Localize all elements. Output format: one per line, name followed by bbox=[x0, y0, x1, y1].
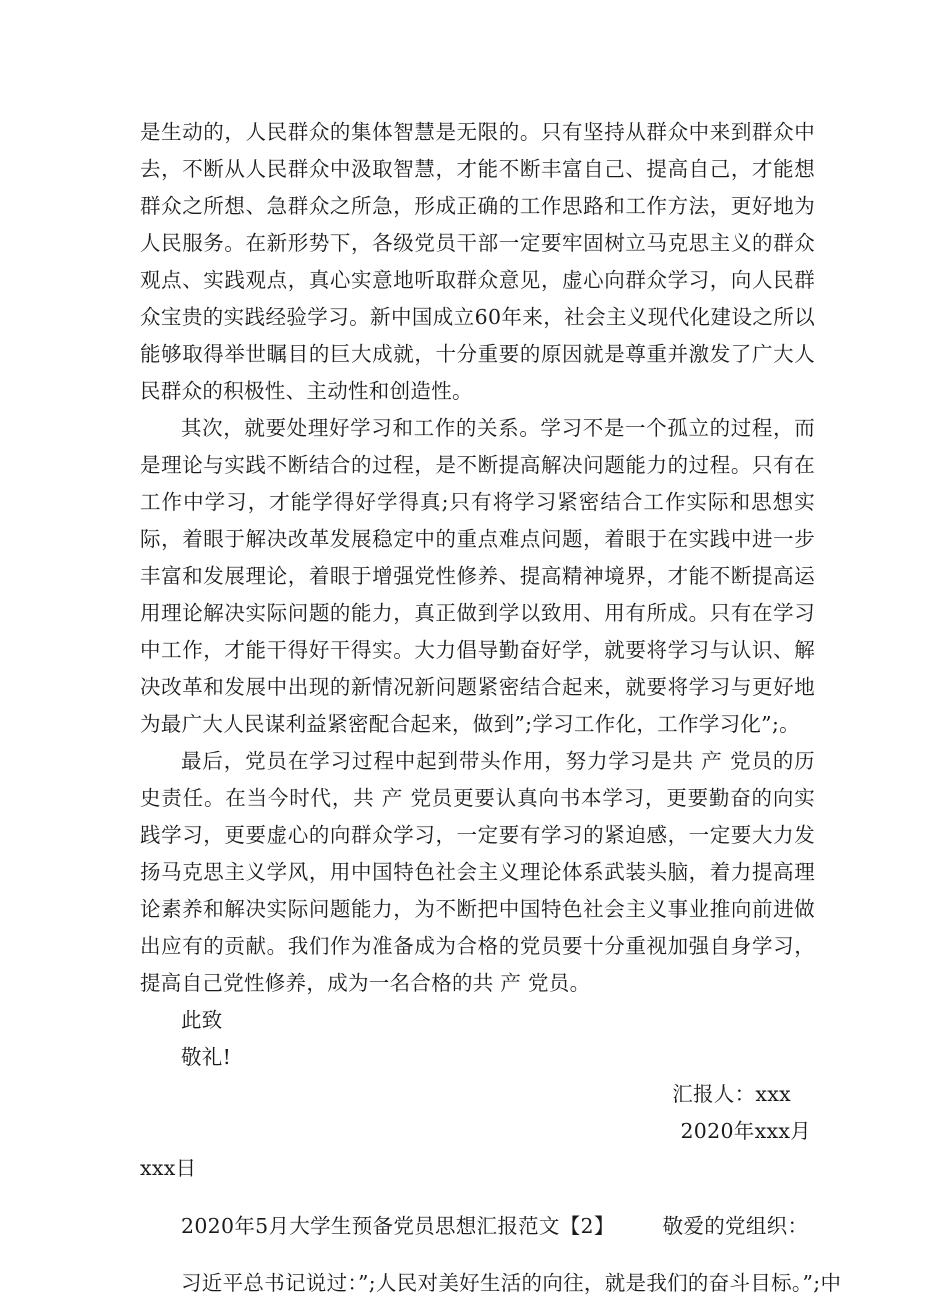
date-line-continued: xxx日 bbox=[140, 1156, 197, 1180]
next-section-title: 2020年5月大学生预备党员思想汇报范文【2】 bbox=[181, 1213, 615, 1238]
paragraph-2: 其次，就要处理好学习和工作的关系。学习不是一个孤立的过程，而是理论与实践不断结合的过程，是不断提高解决问题能力的过程。只有在工作中学习，才能学得好学得真;只有将学习紧密结合工作实际和思想实际，着眼于解决改革发展稳定中的重点难点问题，着眼于在实践中进一步丰富和发展理论，着眼于增强党性修养、提高精神境界，才能不断提高运用理论解决实际问题的能力，真正做到学以致用、用有所成。只有在学习中工作，才能干得好干得实。大力倡导勤奋好学，就要将学习与认识、解决改革和发展中出现的新情况新问题紧密结合起来，就要将学习与更好地为最广大人民谋利益紧密配合起来，做到”;学习工作化，工作学习化”;。 bbox=[140, 416, 815, 736]
last-line: 习近平总书记说过：”;人民对美好生活的向往，就是我们的奋斗目标。”;中 bbox=[181, 1271, 842, 1295]
date-line: 2020年xxx月 bbox=[680, 1119, 811, 1143]
closing-salutation: 此致 bbox=[181, 1008, 223, 1032]
next-section-heading bbox=[140, 1208, 815, 1245]
paragraph-1: 是生动的，人民群众的集体智慧是无限的。只有坚持从群众中来到群众中去，不断从人民群众中汲取智慧，才能不断丰富自己、提高自己，才能想群众之所想、急群众之所急，形成正确的工作思路和工作方法，更好地为人民服务。在新形势下，各级党员干部一定要牢固树立马克思主义的群众观点、实践观点，真心实意地听取群众意见，虚心向群众学习，向人民群众宝贵的实践经验学习。新中国成立60年来，社会主义现代化建设之所以能够取得举世瞩目的巨大成就，十分重要的原因就是尊重并激发了广大人民群众的积极性、主动性和创造性。 bbox=[140, 120, 815, 403]
next-section-salutation: 敬爱的党组织： bbox=[662, 1213, 809, 1238]
reporter-line: 汇报人：xxx bbox=[672, 1082, 791, 1106]
closing-regards: 敬礼! bbox=[181, 1045, 232, 1069]
paragraph-3: 最后，党员在学习过程中起到带头作用，努力学习是共 产 党员的历史责任。在当今时代，共 产 党员更要认真向书本学习，更要勤奋的向实践学习，更要虚心的向群众学习，一定要有学习的紧迫感，一定要大力发扬马克思主义学风，用中国特色社会主义理论体系武装头脑，着力提高理论素养和解决实际问题能力，为不断把中国特色社会主义事业推向前进做出应有的贡献。我们作为准备成为合格的党员要十分重视加强自身学习，提高自己党性修养，成为一名合格的共 产 党员。 bbox=[140, 749, 815, 995]
document-body bbox=[140, 114, 842, 1302]
